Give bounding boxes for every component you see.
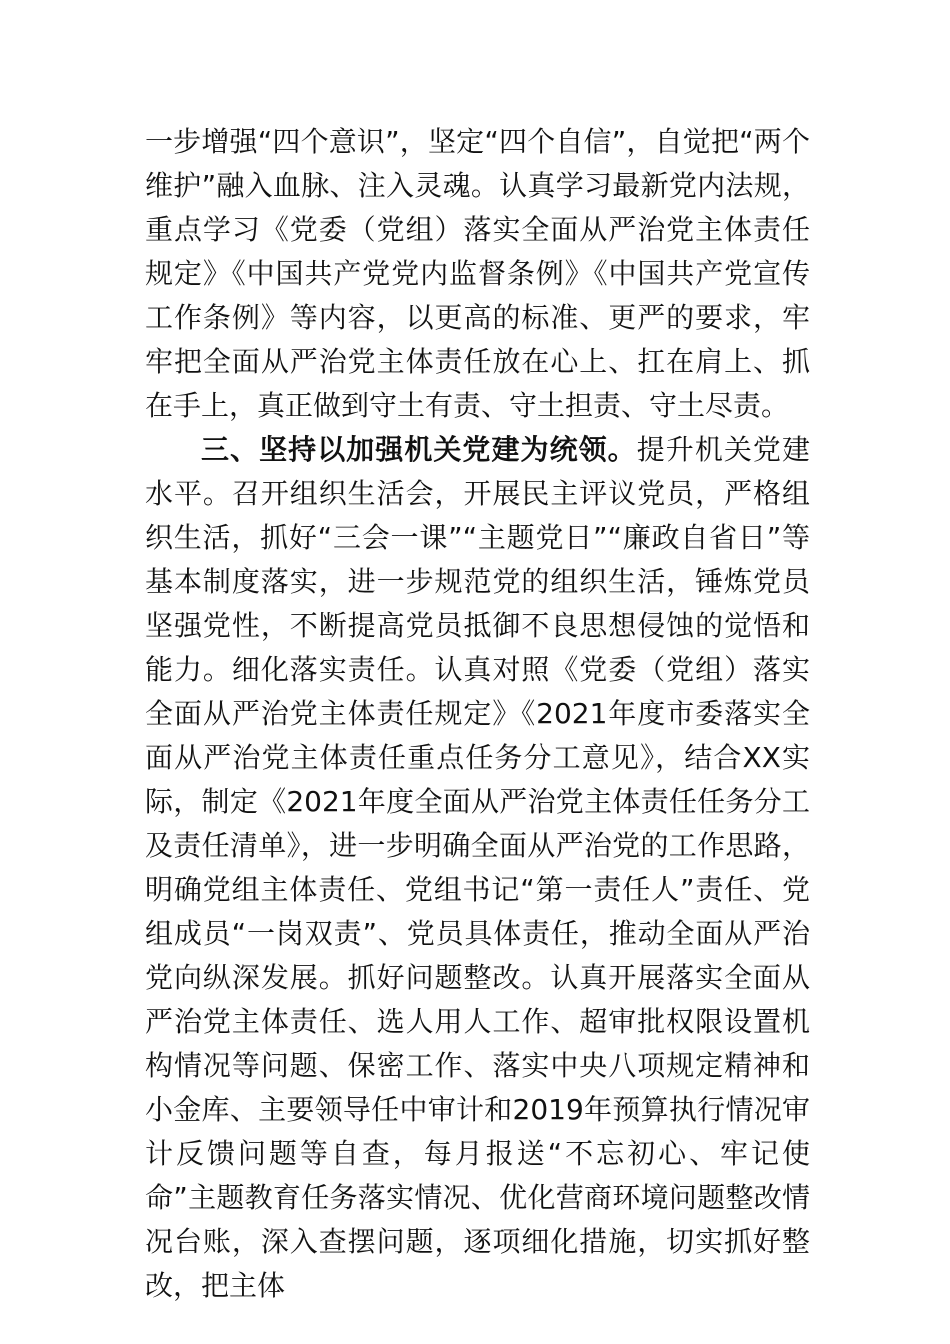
paragraph-2 (145, 428, 810, 1308)
document-body (145, 120, 810, 1308)
section-heading: 三、坚持以加强机关党建为统领。 (201, 433, 637, 466)
paragraph-1: 一步增强“四个意识”，坚定“四个自信”，自觉把“两个维护”融入血脉、注入灵魂。认真学习最新党内法规，重点学习《党委（党组）落实全面从严治党主体责任规定》《中国共产党党内监督条例》《中国共产党宣传工作条例》等内容，以更高的标准、更严的要求，牢牢把全面从严治党主体责任放在心上、扛在肩上、抓在手上，真正做到守土有责、守土担责、守土尽责。 (145, 125, 810, 422)
paragraph-2-body: 提升机关党建水平。召开组织生活会，开展民主评议党员，严格组织生活，抓好“三会一课”“主题党日”“廉政自省日”等基本制度落实，进一步规范党的组织生活，锤炼党员坚强党性，不断提高党员抵御不良思想侵蚀的觉悟和能力。细化落实责任。认真对照《党委（党组）落实全面从严治党主体责任规定》《2021年度市委落实全面从严治党主体责任重点任务分工意见》，结合XX实际，制定《2021年度全面从严治党主体责任任务分工及责任清单》，进一步明确全面从严治党的工作思路，明确党组主体责任、党组书记“第一责任人”责任、党组成员“一岗双责”、党员具体责任，推动全面从严治党向纵深发展。抓好问题整改。认真开展落实全面从严治党主体责任、选人用人工作、超审批权限设置机构情况等问题、保密工作、落实中央八项规定精神和小金库、主要领导任中审计和2019年预算执行情况审计反馈问题等自查，每月报送“不忘初心、牢记使命”主题教育任务落实情况、优化营商环境问题整改情况台账，深入查摆问题，逐项细化措施，切实抓好整改，把主体 (145, 433, 810, 1302)
